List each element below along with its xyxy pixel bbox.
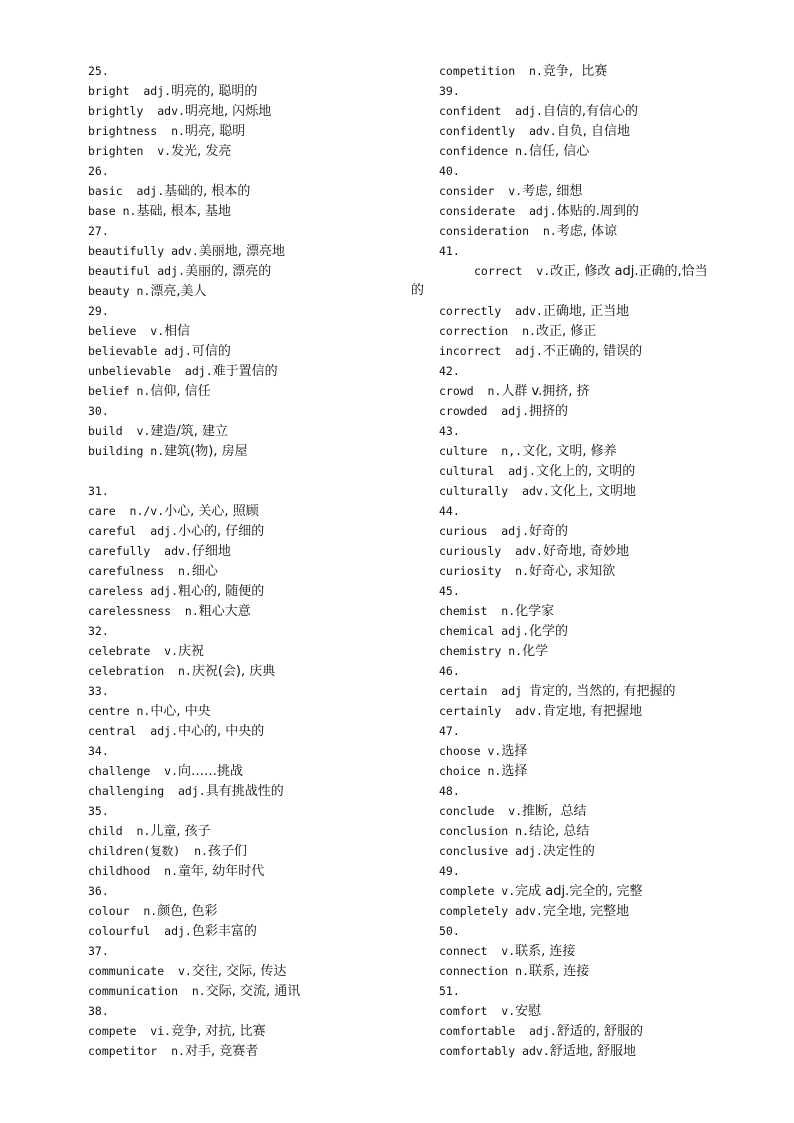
entry-number xyxy=(88,941,408,961)
entry-number xyxy=(88,301,408,321)
entry-number xyxy=(88,801,408,821)
entry-chinese: 舒适的, 舒服的 xyxy=(556,1024,643,1039)
entry-english: 41. xyxy=(439,244,460,258)
vocab-entry xyxy=(88,721,408,741)
entry-chinese: 化学的 xyxy=(529,624,569,639)
entry-chinese: 化学家 xyxy=(515,604,555,619)
vocab-entry xyxy=(88,501,408,521)
entry-english: 45. xyxy=(439,584,460,598)
vocab-entry xyxy=(439,341,769,361)
entry-english: 51. xyxy=(439,984,460,998)
entry-chinese: 信仰, 信任 xyxy=(150,384,211,399)
vocab-entry xyxy=(439,561,769,581)
entry-english: 49. xyxy=(439,864,460,878)
entry-english: conclusion n. xyxy=(439,824,530,838)
entry-english: belief n. xyxy=(88,384,151,398)
vocab-entry xyxy=(439,741,769,761)
vocab-entry xyxy=(88,901,408,921)
vocab-entry xyxy=(439,1001,769,1021)
entry-chinese: 庆祝(会), 庆典 xyxy=(191,664,276,679)
entry-english: crowd n. xyxy=(439,384,502,398)
entry-chinese: 选择 xyxy=(501,744,528,759)
left-column xyxy=(88,61,408,1061)
entry-english: chemical adj. xyxy=(439,624,530,638)
entry-chinese: 中心的, 中央的 xyxy=(178,724,265,739)
entry-english: conclude v. xyxy=(439,804,523,818)
entry-chinese: 建造/筑, 建立 xyxy=(150,424,228,439)
vocab-entry xyxy=(439,961,769,981)
entry-english: believable adj. xyxy=(88,344,192,358)
entry-english: colourful adj. xyxy=(88,924,192,938)
vocab-entry xyxy=(88,321,408,341)
vocab-entry xyxy=(88,421,408,441)
entry-number xyxy=(439,241,769,261)
entry-english: choose v. xyxy=(439,744,502,758)
entry-english: confidence n. xyxy=(439,144,530,158)
entry-english: central adj. xyxy=(88,724,179,738)
entry-chinese: 美丽地, 漂亮地 xyxy=(198,244,286,259)
entry-english: base n. xyxy=(88,204,137,218)
entry-english: complete v. xyxy=(439,884,516,898)
entry-english: careful adj. xyxy=(88,524,179,538)
entry-english: crowded adj. xyxy=(439,404,530,418)
vocab-entry xyxy=(88,581,408,601)
entry-number xyxy=(439,421,769,441)
entry-chinese: 对手, 竞赛者 xyxy=(184,1044,259,1059)
vocab-entry xyxy=(439,121,769,141)
entry-chinese: 粗心大意 xyxy=(198,604,251,619)
vocab-entry xyxy=(439,601,769,621)
entry-english: 25. xyxy=(88,64,109,78)
entry-english: 48. xyxy=(439,784,460,798)
entry-english: challenging adj. xyxy=(88,784,206,798)
entry-english: unbelievable adj. xyxy=(88,364,213,378)
entry-chinese: 联系, 连接 xyxy=(529,964,590,979)
entry-chinese: 具有挑战性的 xyxy=(205,784,284,799)
entry-number xyxy=(439,921,769,941)
entry-chinese: 向……挑战 xyxy=(178,764,244,779)
entry-english: communicate v. xyxy=(88,964,192,978)
entry-number xyxy=(439,501,769,521)
entry-chinese: 明亮地, 闪烁地 xyxy=(184,104,272,119)
vocab-entry xyxy=(439,821,769,841)
entry-chinese: 孩子们 xyxy=(207,844,247,859)
entry-english: beautifully adv. xyxy=(88,244,199,258)
entry-number xyxy=(88,621,408,641)
entry-number xyxy=(88,1001,408,1021)
vocab-entry xyxy=(88,541,408,561)
entry-english: beauty n. xyxy=(88,284,151,298)
entry-english: completely adv. xyxy=(439,904,543,918)
entry-english: comfortable adj. xyxy=(439,1024,557,1038)
vocab-entry xyxy=(88,961,408,981)
entry-english: careless adj. xyxy=(88,584,179,598)
entry-chinese: 考虑, 细想 xyxy=(522,184,583,199)
entry-chinese: 明亮, 聪明 xyxy=(184,124,246,139)
entry-chinese: 色彩丰富的 xyxy=(191,924,257,939)
entry-english: 31. xyxy=(88,484,109,498)
entry-english: childhood n. xyxy=(88,864,179,878)
vocab-entry xyxy=(88,381,408,401)
entry-english: 33. xyxy=(88,684,109,698)
vocab-entry xyxy=(88,361,408,381)
entry-english: carelessness n. xyxy=(88,604,199,618)
entry-chinese: 结论, 总结 xyxy=(529,824,590,839)
vocab-entry xyxy=(439,541,769,561)
vocab-entry xyxy=(88,701,408,721)
vocab-entry xyxy=(439,481,769,501)
entry-chinese: 中心, 中央 xyxy=(150,704,211,719)
entry-number xyxy=(439,661,769,681)
vocab-entry xyxy=(88,641,408,661)
entry-english: comfort v. xyxy=(439,1004,516,1018)
entry-number xyxy=(439,161,769,181)
vocab-entry xyxy=(88,81,408,101)
entry-chinese: 美丽的, 漂亮的 xyxy=(184,264,272,279)
entry-chinese: 细心 xyxy=(191,564,218,579)
entry-english: confidently adv. xyxy=(439,124,557,138)
entry-chinese: 体贴的.周到的 xyxy=(556,204,639,219)
entry-english: curiosity n. xyxy=(439,564,530,578)
entry-english: 42. xyxy=(439,364,460,378)
entry-chinese: 基础的, 根本的 xyxy=(164,184,251,199)
entry-english: bright adj. xyxy=(88,84,172,98)
entry-chinese: 完成 adj.完全的, 完整 xyxy=(515,884,643,899)
entry-english: confident adj. xyxy=(439,104,543,118)
vocab-entry xyxy=(439,801,769,821)
entry-chinese: 基础, 根本, 基地 xyxy=(136,204,231,219)
vocab-entry xyxy=(439,221,769,241)
entry-english: brightness n. xyxy=(88,124,185,138)
entry-chinese: 决定性的 xyxy=(542,844,595,859)
entry-english: basic adj. xyxy=(88,184,165,198)
entry-number xyxy=(439,581,769,601)
entry-chinese: 儿童, 孩子 xyxy=(150,824,211,839)
entry-chinese: 庆祝 xyxy=(178,644,205,659)
entry-english: 35. xyxy=(88,804,109,818)
entry-english: cultural adj. xyxy=(439,464,536,478)
entry-chinese: 正确地, 正当地 xyxy=(542,304,630,319)
entry-english: children(复数) n. xyxy=(88,844,208,858)
entry-chinese: 小心的, 仔细的 xyxy=(178,524,265,539)
vocab-entry xyxy=(439,701,769,721)
entry-chinese: 可信的 xyxy=(191,344,231,359)
entry-english: consideration n. xyxy=(439,224,557,238)
entry-english: carefully adv. xyxy=(88,544,192,558)
entry-english: comfortably adv. xyxy=(439,1044,550,1058)
vocab-entry xyxy=(88,1041,408,1061)
entry-chinese: 漂亮,美人 xyxy=(150,284,207,299)
entry-english: 44. xyxy=(439,504,460,518)
vocab-entry xyxy=(439,901,769,921)
entry-chinese: 好奇地, 奇妙地 xyxy=(542,544,630,559)
entry-english: 29. xyxy=(88,304,109,318)
entry-chinese: 肯定地, 有把握地 xyxy=(542,704,643,719)
entry-english: build v. xyxy=(88,424,151,438)
entry-english: celebrate v. xyxy=(88,644,179,658)
entry-chinese: 好奇的 xyxy=(529,524,569,539)
entry-chinese: 自信的,有信心的 xyxy=(542,104,638,119)
vocab-entry xyxy=(439,301,769,321)
entry-english: 46. xyxy=(439,664,460,678)
vocab-entry xyxy=(439,1021,769,1041)
vocab-entry xyxy=(88,1021,408,1041)
entry-number xyxy=(88,881,408,901)
entry-english: 26. xyxy=(88,164,109,178)
entry-chinese: 不正确的, 错误的 xyxy=(542,344,643,359)
entry-english: incorrect adj. xyxy=(439,344,543,358)
entry-chinese: 化学 xyxy=(522,644,549,659)
entry-chinese: 小心, 关心, 照顾 xyxy=(164,504,259,519)
entry-english: compete vi. xyxy=(88,1024,172,1038)
vocab-entry xyxy=(439,681,769,701)
entry-chinese: 发光, 发亮 xyxy=(171,144,232,159)
entry-english: connection n. xyxy=(439,964,530,978)
entry-english: chemist n. xyxy=(439,604,516,618)
vocab-entry xyxy=(439,201,769,221)
entry-chinese: 文化上, 文明地 xyxy=(549,484,637,499)
entry-english: conclusive adj. xyxy=(439,844,543,858)
entry-english: curious adj. xyxy=(439,524,530,538)
entry-chinese: 肯定的, 当然的, 有把握的 xyxy=(529,684,676,699)
entry-english: 38. xyxy=(88,1004,109,1018)
entry-english: 39. xyxy=(439,84,460,98)
entry-chinese: 颜色, 色彩 xyxy=(157,904,218,919)
entry-english: centre n. xyxy=(88,704,151,718)
entry-chinese: 改正, 修改 adj.正确的,恰当 xyxy=(550,264,708,279)
vocab-entry xyxy=(88,781,408,801)
vocab-entry xyxy=(439,181,769,201)
entry-english: 34. xyxy=(88,744,109,758)
entry-number xyxy=(439,361,769,381)
vocab-entry xyxy=(439,61,769,81)
vocab-entry xyxy=(439,141,769,161)
entry-number xyxy=(88,681,408,701)
entry-number xyxy=(439,81,769,101)
vocab-entry xyxy=(88,241,408,261)
entry-english: 32. xyxy=(88,624,109,638)
entry-chinese: 信任, 信心 xyxy=(529,144,590,159)
entry-english: communication n. xyxy=(88,984,206,998)
vocab-entry xyxy=(439,321,769,341)
entry-english: celebration n. xyxy=(88,664,192,678)
vocab-entry xyxy=(88,921,408,941)
vocab-entry xyxy=(88,281,408,301)
vocab-entry xyxy=(88,661,408,681)
vocab-entry xyxy=(439,441,769,461)
entry-english: 50. xyxy=(439,924,460,938)
vocab-entry xyxy=(439,521,769,541)
entry-english: certain adj xyxy=(439,684,530,698)
vocab-entry xyxy=(88,181,408,201)
vocab-entry xyxy=(439,641,769,661)
entry-chinese: 仔细地 xyxy=(191,544,231,559)
blank-line xyxy=(88,461,408,481)
entry-english: building n. xyxy=(88,444,165,458)
vocab-entry xyxy=(88,201,408,221)
entry-english: 43. xyxy=(439,424,460,438)
entry-english: child n. xyxy=(88,824,151,838)
vocab-entry xyxy=(88,521,408,541)
entry-chinese: 改正, 修正 xyxy=(535,324,597,339)
entry-chinese: 选择 xyxy=(501,764,528,779)
entry-number xyxy=(439,721,769,741)
entry-english: consider v. xyxy=(439,184,523,198)
vocab-entry xyxy=(88,101,408,121)
entry-number xyxy=(439,981,769,1001)
entry-english: 37. xyxy=(88,944,109,958)
entry-chinese: 竞争, 对抗, 比赛 xyxy=(171,1024,266,1039)
entry-english: beautiful adj. xyxy=(88,264,185,278)
entry-chinese: 粗心的, 随便的 xyxy=(178,584,265,599)
entry-english: certainly adv. xyxy=(439,704,543,718)
entry-english: 47. xyxy=(439,724,460,738)
vocab-entry xyxy=(439,881,769,901)
entry-english: 36. xyxy=(88,884,109,898)
vocab-entry xyxy=(439,401,769,421)
entry-chinese: 推断, 总结 xyxy=(522,804,587,819)
entry-number xyxy=(88,401,408,421)
entry-english: culture n,. xyxy=(439,444,523,458)
entry-number xyxy=(88,61,408,81)
entry-chinese: 相信 xyxy=(164,324,191,339)
entry-number xyxy=(88,741,408,761)
entry-chinese: 交际, 交流, 通讯 xyxy=(205,984,301,999)
vocab-entry xyxy=(88,981,408,1001)
entry-chinese: 自负, 自信地 xyxy=(556,124,630,139)
entry-number xyxy=(439,781,769,801)
entry-chinese: 竞争, 比赛 xyxy=(542,64,608,79)
entry-chinese: 建筑(物), 房屋 xyxy=(164,444,248,459)
entry-english: brighten v. xyxy=(88,144,172,158)
entry-english: challenge v. xyxy=(88,764,179,778)
entry-wrap: 的 xyxy=(411,283,425,298)
entry-chinese: 文化上的, 文明的 xyxy=(535,464,636,479)
entry-number xyxy=(88,221,408,241)
entry-number xyxy=(88,161,408,181)
entry-english: competitor n. xyxy=(88,1044,185,1058)
entry-chinese: 交往, 交际, 传达 xyxy=(191,964,287,979)
vocab-entry xyxy=(88,821,408,841)
entry-english: correctly adv. xyxy=(439,304,543,318)
entry-chinese: 好奇心, 求知欲 xyxy=(529,564,616,579)
entry-english: carefulness n. xyxy=(88,564,192,578)
entry-chinese: 明亮的, 聪明的 xyxy=(171,84,258,99)
entry-english: connect v. xyxy=(439,944,516,958)
entry-chinese: 完全地, 完整地 xyxy=(542,904,630,919)
vocab-entry xyxy=(439,621,769,641)
vocab-entry xyxy=(439,101,769,121)
entry-english: care n./v. xyxy=(88,504,165,518)
vocab-entry xyxy=(88,601,408,621)
vocab-entry xyxy=(439,1041,769,1061)
entry-english: 40. xyxy=(439,164,460,178)
entry-english: considerate adj. xyxy=(439,204,557,218)
vocab-entry xyxy=(439,461,769,481)
entry-chinese: 联系, 连接 xyxy=(515,944,576,959)
vocab-entry xyxy=(88,561,408,581)
entry-chinese: 拥挤的 xyxy=(529,404,569,419)
vocab-entry xyxy=(88,861,408,881)
entry-english: 30. xyxy=(88,404,109,418)
vocab-entry xyxy=(88,441,408,461)
vocab-entry xyxy=(88,761,408,781)
entry-english: curiously adv. xyxy=(439,544,543,558)
entry-english: correction n. xyxy=(439,324,536,338)
entry-chinese: 安慰 xyxy=(515,1004,542,1019)
vocab-entry xyxy=(439,381,769,401)
entry-english: brightly adv. xyxy=(88,104,185,118)
entry-number xyxy=(439,861,769,881)
entry-chinese: 童年, 幼年时代 xyxy=(178,864,265,879)
right-column xyxy=(411,61,769,1061)
vocab-entry xyxy=(88,261,408,281)
entry-chinese: 考虑, 体谅 xyxy=(556,224,617,239)
vocab-entry xyxy=(439,841,769,861)
vocab-entry xyxy=(439,941,769,961)
entry-chinese: 人群 v.拥挤, 挤 xyxy=(501,384,590,399)
entry-chinese: 舒适地, 舒服地 xyxy=(549,1044,637,1059)
vocab-entry xyxy=(439,261,769,281)
vocab-entry xyxy=(439,761,769,781)
entry-chinese: 文化, 文明, 修养 xyxy=(522,444,617,459)
entry-chinese: 难于置信的 xyxy=(212,364,278,379)
vocab-entry xyxy=(88,841,408,861)
entry-english: colour n. xyxy=(88,904,158,918)
entry-english: chemistry n. xyxy=(439,644,523,658)
entry-english: competition n. xyxy=(439,64,543,78)
vocab-entry xyxy=(88,121,408,141)
entry-english: believe v. xyxy=(88,324,165,338)
vocab-entry xyxy=(88,341,408,361)
entry-english: 27. xyxy=(88,224,109,238)
entry-english: correct v. xyxy=(474,264,551,278)
entry-number xyxy=(88,481,408,501)
entry-english: choice n. xyxy=(439,764,502,778)
entry-english: culturally adv. xyxy=(439,484,550,498)
vocab-entry xyxy=(88,141,408,161)
